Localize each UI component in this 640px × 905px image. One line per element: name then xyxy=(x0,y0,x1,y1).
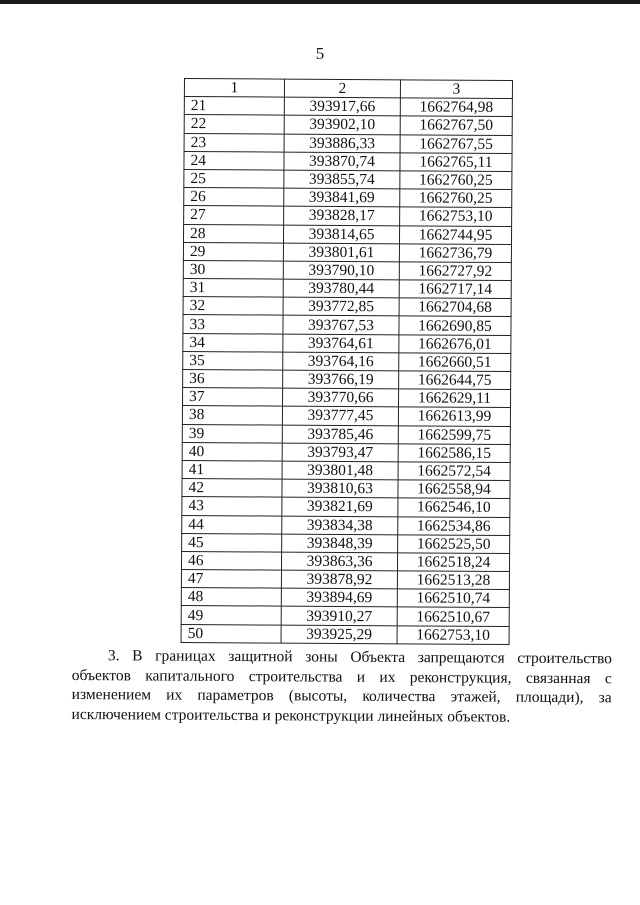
table-row xyxy=(182,533,510,553)
cell-y-coordinate: 1662572,54 xyxy=(398,462,510,481)
cell-y-coordinate: 1662513,28 xyxy=(397,571,509,590)
table-row xyxy=(182,406,510,426)
cell-x-coordinate: 393793,47 xyxy=(282,443,398,462)
cell-x-coordinate: 393863,36 xyxy=(281,552,397,571)
cell-y-coordinate: 1662764,98 xyxy=(400,98,512,117)
cell-x-coordinate: 393777,45 xyxy=(282,406,398,425)
cell-y-coordinate: 1662760,25 xyxy=(400,189,512,208)
table-row xyxy=(184,97,512,117)
table-row xyxy=(182,515,510,535)
cell-y-coordinate: 1662760,25 xyxy=(400,171,512,190)
cell-y-coordinate: 1662736,79 xyxy=(399,244,511,263)
cell-y-coordinate: 1662660,51 xyxy=(399,353,511,372)
cell-y-coordinate: 1662546,10 xyxy=(398,498,510,517)
cell-x-coordinate: 393766,19 xyxy=(283,370,399,389)
column-header-point: 1 xyxy=(184,79,284,98)
cell-point-number: 40 xyxy=(182,442,282,461)
cell-point-number: 24 xyxy=(184,151,284,170)
paragraph-restrictions xyxy=(72,646,612,727)
cell-point-number: 37 xyxy=(182,388,282,407)
cell-y-coordinate: 1662525,50 xyxy=(398,535,510,554)
table-row xyxy=(182,388,510,408)
paragraph-text: 3. В границах защитной зоны Объекта запрещаются строительство объектов капитального строительства и их реконструкция, связанная с изменением их параметров (высоты, количества этажей, площади), за исключением строительства и реконструкции линейных объектов. xyxy=(71,647,612,726)
scan-top-edge xyxy=(0,0,640,4)
cell-x-coordinate: 393780,44 xyxy=(283,279,399,298)
cell-y-coordinate: 1662765,11 xyxy=(400,153,512,172)
table-row xyxy=(182,424,510,444)
table-row xyxy=(183,369,511,389)
table-row xyxy=(181,588,509,608)
table-row xyxy=(183,333,511,353)
table-row xyxy=(181,570,509,590)
cell-x-coordinate: 393790,10 xyxy=(283,261,399,280)
cell-y-coordinate: 1662510,67 xyxy=(397,607,509,626)
table-row xyxy=(184,151,512,171)
cell-point-number: 22 xyxy=(184,115,284,134)
cell-y-coordinate: 1662613,99 xyxy=(398,407,510,426)
cell-x-coordinate: 393828,17 xyxy=(284,206,400,225)
cell-x-coordinate: 393902,10 xyxy=(284,115,400,134)
cell-y-coordinate: 1662599,75 xyxy=(398,425,510,444)
table-row xyxy=(182,442,510,462)
cell-x-coordinate: 393870,74 xyxy=(284,152,400,171)
table-row xyxy=(184,188,512,208)
cell-point-number: 49 xyxy=(181,606,281,625)
cell-point-number: 44 xyxy=(182,515,282,534)
table-row xyxy=(184,206,512,226)
cell-point-number: 29 xyxy=(183,242,283,261)
cell-point-number: 47 xyxy=(181,570,281,589)
cell-y-coordinate: 1662518,24 xyxy=(397,553,509,572)
cell-x-coordinate: 393801,48 xyxy=(282,461,398,480)
table-row xyxy=(184,169,512,189)
cell-y-coordinate: 1662717,14 xyxy=(399,280,511,299)
cell-point-number: 21 xyxy=(184,97,284,116)
table-row xyxy=(183,315,511,335)
cell-x-coordinate: 393910,27 xyxy=(281,607,397,626)
table-row xyxy=(181,624,509,644)
cell-point-number: 48 xyxy=(181,588,281,607)
table-header-row xyxy=(184,79,512,99)
cell-y-coordinate: 1662510,74 xyxy=(397,589,509,608)
cell-point-number: 39 xyxy=(182,424,282,443)
table-body xyxy=(181,97,512,645)
cell-y-coordinate: 1662753,10 xyxy=(400,207,512,226)
coordinates-table xyxy=(181,78,513,645)
table-row xyxy=(181,606,509,626)
cell-x-coordinate: 393878,92 xyxy=(281,570,397,589)
table-row xyxy=(183,260,511,280)
table-row xyxy=(182,497,510,517)
cell-y-coordinate: 1662690,85 xyxy=(399,316,511,335)
cell-point-number: 28 xyxy=(183,224,283,243)
table-row xyxy=(181,551,509,571)
cell-x-coordinate: 393801,61 xyxy=(283,243,399,262)
cell-x-coordinate: 393814,65 xyxy=(283,225,399,244)
cell-x-coordinate: 393764,61 xyxy=(283,334,399,353)
cell-y-coordinate: 1662629,11 xyxy=(398,389,510,408)
cell-y-coordinate: 1662767,50 xyxy=(400,116,512,135)
cell-x-coordinate: 393855,74 xyxy=(284,170,400,189)
cell-y-coordinate: 1662534,86 xyxy=(398,516,510,535)
cell-x-coordinate: 393767,53 xyxy=(283,316,399,335)
cell-x-coordinate: 393770,66 xyxy=(282,388,398,407)
cell-point-number: 25 xyxy=(184,169,284,188)
cell-point-number: 38 xyxy=(182,406,282,425)
cell-point-number: 43 xyxy=(182,497,282,516)
cell-point-number: 30 xyxy=(183,260,283,279)
cell-x-coordinate: 393894,69 xyxy=(281,588,397,607)
table-row xyxy=(183,279,511,299)
cell-x-coordinate: 393764,16 xyxy=(283,352,399,371)
cell-point-number: 46 xyxy=(181,551,281,570)
table-row xyxy=(183,297,511,317)
table-row xyxy=(183,242,511,262)
table-row xyxy=(183,224,511,244)
cell-x-coordinate: 393925,29 xyxy=(281,625,397,644)
cell-point-number: 34 xyxy=(183,333,283,352)
cell-x-coordinate: 393785,46 xyxy=(282,425,398,444)
cell-point-number: 32 xyxy=(183,297,283,316)
cell-x-coordinate: 393886,33 xyxy=(284,134,400,153)
cell-y-coordinate: 1662704,68 xyxy=(399,298,511,317)
cell-y-coordinate: 1662676,01 xyxy=(399,334,511,353)
cell-point-number: 31 xyxy=(183,279,283,298)
cell-y-coordinate: 1662744,95 xyxy=(399,225,511,244)
cell-y-coordinate: 1662558,94 xyxy=(398,480,510,499)
cell-point-number: 42 xyxy=(182,479,282,498)
table-row xyxy=(183,351,511,371)
cell-y-coordinate: 1662727,92 xyxy=(399,262,511,281)
cell-x-coordinate: 393841,69 xyxy=(284,188,400,207)
cell-x-coordinate: 393772,85 xyxy=(283,297,399,316)
table-row xyxy=(184,115,512,135)
cell-x-coordinate: 393810,63 xyxy=(282,479,398,498)
column-header-y: 3 xyxy=(400,80,512,99)
cell-y-coordinate: 1662767,55 xyxy=(400,134,512,153)
table-row xyxy=(184,133,512,153)
cell-point-number: 33 xyxy=(183,315,283,334)
cell-y-coordinate: 1662586,15 xyxy=(398,444,510,463)
cell-point-number: 50 xyxy=(181,624,281,643)
cell-point-number: 35 xyxy=(183,351,283,370)
cell-x-coordinate: 393917,66 xyxy=(284,97,400,116)
table-row xyxy=(182,460,510,480)
cell-y-coordinate: 1662753,10 xyxy=(397,625,509,644)
cell-point-number: 41 xyxy=(182,460,282,479)
cell-point-number: 23 xyxy=(184,133,284,152)
cell-x-coordinate: 393834,38 xyxy=(282,516,398,535)
page-number: 5 xyxy=(315,44,325,63)
cell-point-number: 36 xyxy=(183,369,283,388)
cell-x-coordinate: 393848,39 xyxy=(282,534,398,553)
column-header-x: 2 xyxy=(284,79,400,98)
cell-x-coordinate: 393821,69 xyxy=(282,497,398,516)
cell-point-number: 27 xyxy=(184,206,284,225)
cell-point-number: 45 xyxy=(182,533,282,552)
cell-point-number: 26 xyxy=(184,188,284,207)
cell-y-coordinate: 1662644,75 xyxy=(399,371,511,390)
table-row xyxy=(182,479,510,499)
